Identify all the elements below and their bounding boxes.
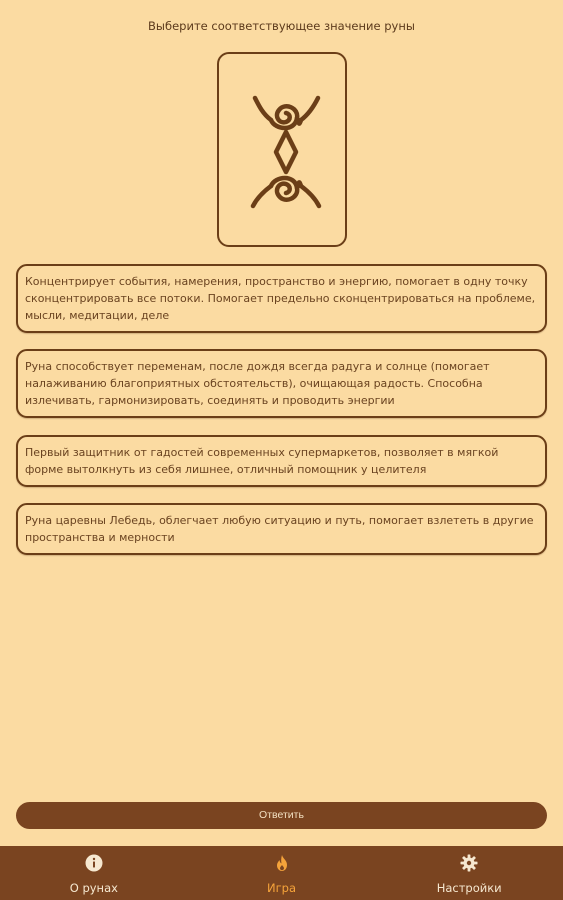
prompt-text: Выберите соответствующее значение руны xyxy=(148,19,415,33)
answer-option-2[interactable] xyxy=(16,349,547,418)
info-icon xyxy=(85,854,103,872)
nav-label: Настройки xyxy=(436,881,502,895)
nav-item-about-runes[interactable] xyxy=(0,846,188,900)
answer-option-3[interactable] xyxy=(16,435,547,487)
nav-item-settings[interactable] xyxy=(375,846,563,900)
nav-label: О рунах xyxy=(69,881,118,895)
answer-option-text: Первый защитник от гадостей современных супермаркетов, позволяет в мягкой форме вытолкнуть из себя лишнее, отличный помощник у целителя xyxy=(25,446,499,476)
rune-symbol-icon xyxy=(219,54,349,249)
answer-option-text: Концентрирует события, намерения, пространство и энергию, помогает в одну точку сконцентрировать все потоки. Помогает предельно сконцентрироваться на проблеме, мысли, медитации, деле xyxy=(25,275,536,322)
answer-option-1[interactable] xyxy=(16,264,547,333)
answer-option-text: Руна способствует переменам, после дождя всегда радуга и солнце (помогает налаживанию благоприятных обстоятельств), очищающая радость. Способна излечивать, гармонизировать, соединять и проводить энергии xyxy=(25,360,490,407)
rune-card xyxy=(217,52,347,247)
answer-button[interactable]: Ответить xyxy=(16,802,547,829)
flame-icon xyxy=(273,854,291,872)
answer-option-4[interactable] xyxy=(16,503,547,555)
gear-icon xyxy=(460,854,478,872)
nav-label: Игра xyxy=(267,881,296,895)
answer-option-text: Руна царевны Лебедь, облегчает любую ситуацию и путь, помогает взлететь в другие пространства и мерности xyxy=(25,514,534,544)
bottom-nav xyxy=(0,846,563,900)
nav-item-game[interactable] xyxy=(188,846,376,900)
